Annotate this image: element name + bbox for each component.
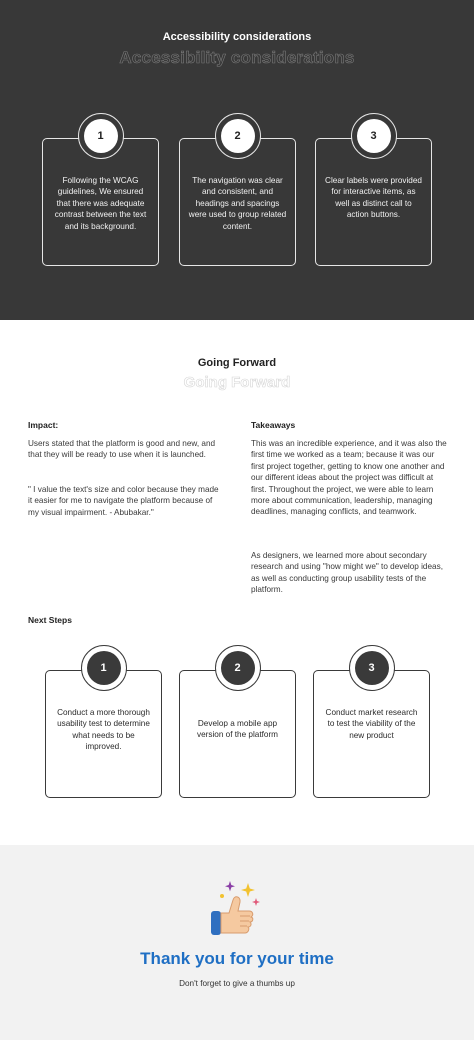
step-ring	[81, 645, 127, 691]
going-forward-ghost-title: Going Forward	[183, 374, 291, 391]
step-ring	[215, 113, 261, 159]
accessibility-card-2	[179, 130, 296, 266]
next-step-card-3	[313, 662, 430, 798]
step-number: 1	[84, 119, 118, 153]
thank-you-title: Thank you for your time	[140, 949, 334, 968]
card-text: The navigation was clear and consistent, and headings and spacings were used to group related content.	[188, 176, 287, 231]
card-text: Conduct a more thorough usability test to determine what needs to be improved.	[57, 708, 150, 752]
going-forward-title: Going Forward	[197, 357, 277, 369]
step-number: 2	[221, 119, 255, 153]
impact-paragraph: Users stated that the platform is good and new, and that they will be ready to use when it is launched.	[28, 439, 216, 460]
thank-you-subtitle: Don't forget to give a thumbs up	[179, 979, 295, 988]
step-ring	[78, 113, 124, 159]
thank-you-section	[0, 845, 474, 1040]
takeaways-heading: Takeaways	[251, 420, 296, 430]
next-steps-heading: Next Steps	[28, 615, 72, 625]
accessibility-card-3	[315, 130, 432, 266]
takeaways-paragraph-2: As designers, we learned more about secondary research and using "how might we" to develop ideas, as well as conducting group usability tests of the platform.	[251, 551, 443, 595]
card-text: Clear labels were provided for interactive items, as well as distinct call to action buttons.	[325, 176, 422, 220]
thumbs-up-sparkle-icon	[205, 880, 269, 944]
card-text: Conduct market research to test the viability of the new product	[325, 708, 418, 740]
step-number: 1	[87, 651, 121, 685]
accessibility-card-1	[42, 130, 159, 266]
step-ring	[351, 113, 397, 159]
step-ring	[349, 645, 395, 691]
step-number: 3	[357, 119, 391, 153]
step-ring	[215, 645, 261, 691]
accessibility-section	[0, 0, 474, 320]
impact-quote: " I value the text's size and color because they made it easier for me to navigate the platform because of my visual impairment. - Abubakar."	[28, 485, 219, 517]
step-number: 2	[221, 651, 255, 685]
takeaways-paragraph-1: This was an incredible experience, and it was also the first time we worked as a team; because it was our first project together, getting to know one another and our different ideas about the project was difficult at first. Throughout the project, we were able to learn more about communication, leadership, managing deadlines, managing conflicts, and teamwork.	[251, 439, 447, 517]
card-text: Following the WCAG guidelines, We ensured that there was adequate contrast between the text and its background.	[54, 176, 147, 231]
step-number: 3	[355, 651, 389, 685]
accessibility-title: Accessibility considerations	[162, 31, 312, 43]
next-step-card-1	[45, 662, 162, 798]
impact-heading: Impact:	[28, 420, 59, 430]
next-step-card-2	[179, 662, 296, 798]
card-text: Develop a mobile app version of the platform	[196, 719, 278, 740]
accessibility-ghost-title: Accessibility considerations	[119, 48, 355, 67]
